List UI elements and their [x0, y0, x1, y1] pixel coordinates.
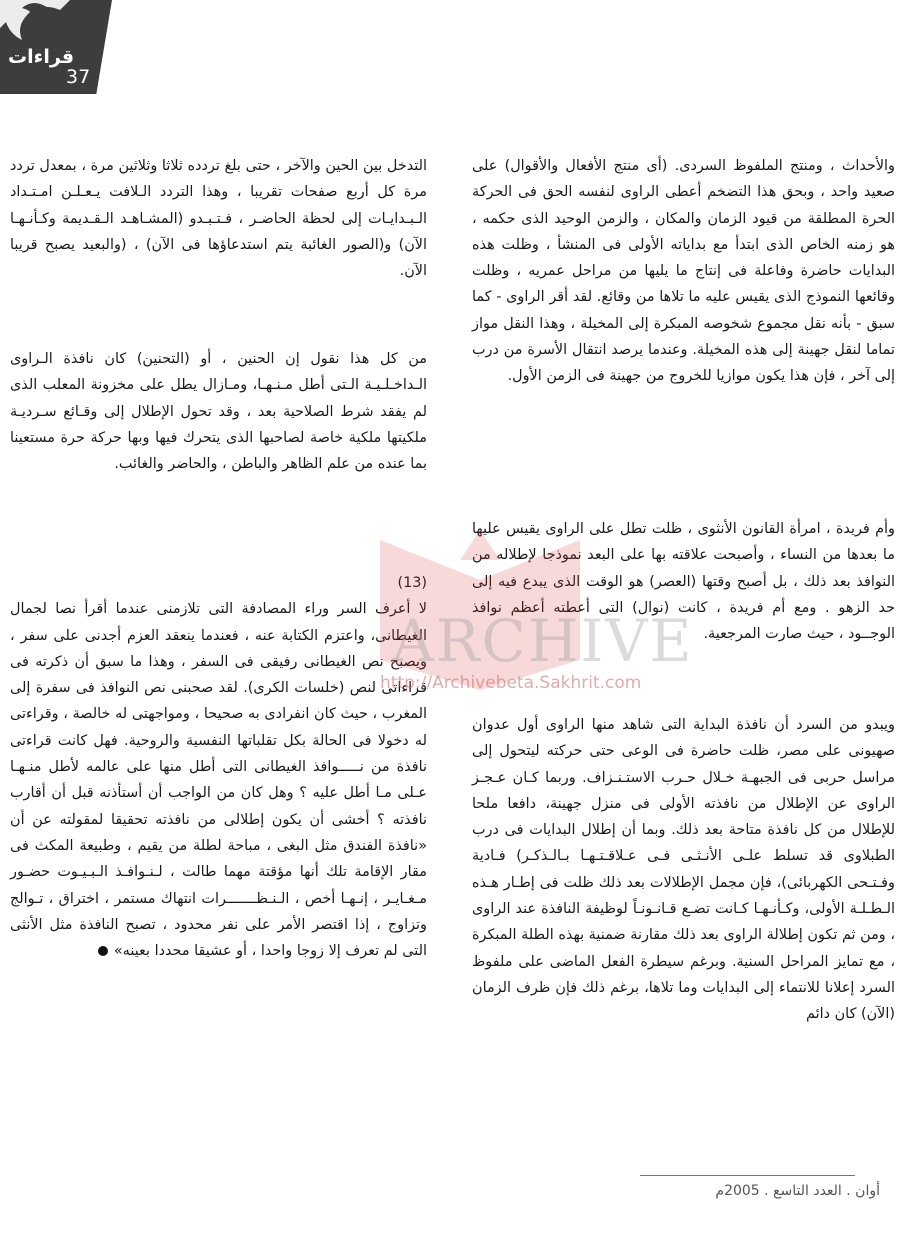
right-column-3 [472, 712, 895, 1028]
section-label: قراءات [8, 46, 75, 68]
watermark-url: http://Archivebeta.Sakhrit.com [380, 673, 642, 693]
page-number: 37 [66, 66, 91, 88]
left-column-3 [10, 570, 427, 964]
paragraph-text: لا أعرف السر وراء المصادفة التى تلازمنى عندما أقرأ نصا لجمال الغيطانى، واعتزم الكتابة عنه ، فعندما ينعقد العزم أجدنى على سفر ، ويصبح نص الغيطانى رفيقى فى السفر ، وهذا ما سبق أن ذكرته فى قراءاتى لنص (خلسات الكرى). لقد صحبنى نص النوافذ فى سفرة إلى المغرب ، حيث كان انفرادى به صحيحا ، ومواجهتى له خالصة ، وقراءتى له دخولا فى الحالة بكل تقلباتها النفسية والروحية. فهل كانت قراءتى نافذة من نـــــوافذ الغيطانى التى أطل منها على عالمه لأطل منـهـا عـلى مـا أطل عليه ؟ وهل كان من الواجب أن أستأذنه قبل أن أقارب نافذته ؟ أخشى أن يكون إطلالى من نافذته تحقيقا لمقولته عن أن «نافذة الفندق مثل البغى ، مباحة لطلة من يقيم ، وطبيعة المكث فى مقار الإقامة تلك أنها مؤقتة مهما طالت ، لـنـوافـذ الـبـيـوت حضـور مـغـايـر ، إنـهـا أخص ، الـنـظـــــــرات انتهاك مستمر ، اختراق ، تـوالج وتزاوج ، إذا اقتصر الأمر على نفر محدود ، تصبح النافذة مثل الأنثى التى لم تعرف إلا زوجا واحدا ، أو عشيقا محددا بعينه» [10, 601, 427, 960]
paragraph: ويبدو من السرد أن نافذة البداية التى شاهد منها الراوى أول عدوان صهيونى على مصر، ظلت حاضرة فى الوعى حتى حركته ليتحول إلى مراسل حربى فى الجبهـة خـلال حـرب الاستـنـزاف. وربما كـان عـجـز الراوى عن الإطلال من نافذته الأولى فى منزل جهينة، دافعا ملحا للإطلال من كل نافذة متاحة بعد ذلك. وبما أن إطلال البدايات فى درب الطبلاوى قد تسلط علـى الأنـثـى فـى عـلاقـتـهـا بـالـذكـر) فـادية وفـتـحى الكهربائى)، فإن مجمل الإطلالات بعد ذلك ظلت فى إطـار هـذه الـطـلـة الأولى، وكـأنـهـا كـانت تضـع قـانـونـاً لوظيفة النافذة عند الراوى ، ومن ثم تكون إطلالة الراوى بعد ذلك مقارنة ضمنية بهذه الطلة المبكرة ، مع تمايز المراحل السنية. وبرغم سيطرة الفعل الماضى على ملفوظ السرد إعلانا للانتماء إلى البدايات وما تلاها، برغم ذلك فإن ظرف الزمان (الآن) كان دائم [472, 717, 895, 1023]
paragraph: وأم فريدة ، امرأة القانون الأنثوى ، ظلت تطل على الراوى يقيس عليها ما بعدها من النساء ، وأصبحت علاقته بها على البعد نموذجا لإطلاله من النوافذ بعد ذلك ، بل أصبح وقتها (العصر) هو الوقت الذى يبدع فيه إلى حد الزهو . ومع أم فريدة ، كانت (نوال) التى أعطته أعظم نوافذ الوجــود ، حيث صارت المرجعية. [472, 521, 895, 643]
paragraph [10, 596, 427, 964]
left-column-2 [10, 346, 427, 477]
paragraph: من كل هذا نقول إن الحنين ، أو (التحنين) كان نافذة الـراوى الـداخـلـيـة الـتى أطل مـنـهـا، ومـازال يطل على مخزونة المعلب الذى لم يفقد شرط الصلاحية بعد ، وقد تحول الإطلال إلى وقـائع سـرديـة ملكيتها ملكية خاصة لصاحبها الذى يتحرك فيها وبها حركة حرة مستعينا بما عنده من علم الظاهر والباطن ، والحاضر والغائب. [10, 351, 427, 473]
paragraph: والأحداث ، ومنتج الملفوظ السردى. (أى منتج الأفعال والأقوال) على صعيد واحد ، وبحق هذا التضخم أعطى الراوى لنفسه الحق فى الحركة الحرة المطلقة من قيود الزمان والمكان ، والزمن الوحيد الذى حكمه ، هو زمنه الخاص الذى ابتدأ مع بداياته الأولى فى المنشأ ، وظلت هذه البدايات حاضرة وفاعلة فى إنتاج ما يليها من مراحل عمريه ، وظلت وقائعها النموذج الذى يقيس عليه ما تلاها من وقائع. لقد أقر الراوى - كما سبق - بأنه نقل مجموع شخوصه المبكرة إلى المخيلة ، وهذا النقل مواز تماما لنقل جهينة إلى هذه المخيلة. وعندما يرصد انتقال الأسرة من درب إلى آخر ، فإن هذا يكون موازيا للخروج من جهينة فى الزمن الأول. [472, 158, 895, 385]
paragraph: التدخل بين الحين والآخر ، حتى بلغ تردده ثلاثا وثلاثين مرة ، بمعدل تردد مرة كل أربع صفحات تقريبا ، وهذا التردد الـلافت يـعـلـن امـتـداد الـبـدايـات إلى لحظة الحاضـر ، فـتـبـدو (المشـاهـد الـقـديمة وكـأنـهـا الآن) و(الصور الغائبة يتم استدعاؤها فى الآن) ، (والبعيد يصبح قريبا الآن. [10, 158, 427, 280]
watermark-text: ARCHIVE [392, 607, 694, 675]
section-number: (13) [397, 575, 427, 591]
left-column [10, 153, 427, 284]
footer-text: أوان . العدد التاسع . 2005م [715, 1183, 880, 1199]
right-column [472, 153, 895, 390]
end-bullet-icon [98, 946, 108, 956]
footer-rule [640, 1175, 855, 1176]
